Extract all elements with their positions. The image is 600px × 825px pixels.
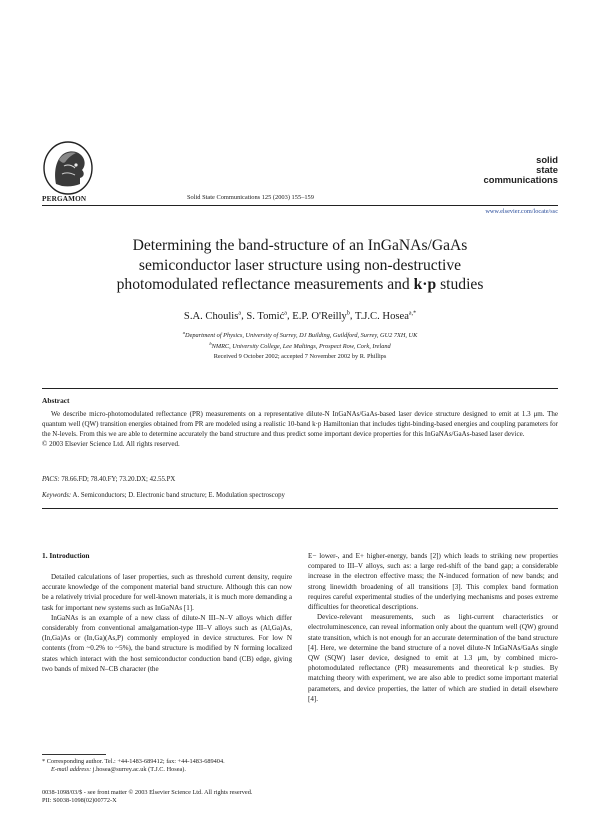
keywords-label: Keywords: xyxy=(42,492,72,499)
title-line: semiconductor laser structure using non-destructive xyxy=(138,256,462,274)
header-rule xyxy=(42,205,558,206)
brand-line: solid xyxy=(536,154,558,165)
title-tail: studies xyxy=(436,276,484,293)
pergamon-head-emblem xyxy=(42,140,94,198)
pacs-codes: 78.66.FD; 78.40.FY; 73.20.DX; 42.55.PX xyxy=(61,476,176,483)
paragraph: E− lower-, and E+ higher-energy, bands [2]) which leads to striking new properties compared to III–V alloys, such as: a large red-shift of the band gap; a considerable increase in the electron effective mass; the N-induced formation of new bands; and strong linewidth broadening of all transitions [3]. This complex band formation requires careful experimental studies of the underlying mechanisms and poses extreme difficulties for theoretical descriptions. xyxy=(308,552,558,612)
author-list: S.A. Choulis$^a$, S. Tomić$^a$, E.P. O'Reilly$^b$, T.J.C. Hosea$^{a,*}$ xyxy=(183,310,417,322)
received-dates: Received 9 October 2002; accepted 7 November 2002 by R. Phillips xyxy=(213,353,387,360)
journal-brand xyxy=(484,155,559,185)
abstract-text: We describe micro-photomodulated reflectance (PR) measurements on a representative dilute-N InGaNAs/GaAs-based laser device structure designed to emit at 1.3 μm. The quantum well (QW) transition energies obtained from PR are modeled using a realistic 10-band k·p Hamiltonian that includes tight-binding-based energies and coupling parameters for the N-levels. From this we are able to determine accurately the band structure and thus predict some important device properties for this InGaNAs/GaAs-based laser device. xyxy=(42,410,558,439)
title-kp: k·p xyxy=(413,276,437,293)
pacs-line xyxy=(42,476,175,483)
section-heading: 1. Introduction xyxy=(42,551,90,560)
author: E.P. O'Reilly$^b$ xyxy=(292,310,350,322)
footnote xyxy=(42,758,292,774)
right-column xyxy=(308,551,558,704)
abstract-bottom-rule xyxy=(42,508,558,509)
keywords-line xyxy=(42,492,285,499)
paragraph: InGaNAs is an example of a new class of dilute-N III–N–V alloys which differ considerably from conventional amalgamation-type III–V alloys such as (Al,Ga)As, (In,Ga)As or (In,Ga)(As,P) commonly employed in device structures. For low N contents (from ~0.2% to ~5%), the band structure is modified by N forming localized states which interact with the host semiconductor conduction band (CB) edge, giving two bands of mixed N–CB character (the xyxy=(42,613,292,673)
page-footer xyxy=(42,789,252,805)
article-title xyxy=(42,236,558,295)
author: T.J.C. Hosea$^{a,*}$ xyxy=(354,310,417,322)
abstract-body xyxy=(42,409,558,449)
keywords: A. Semiconductors; D. Electronic band structure; E. Modulation spectroscopy xyxy=(72,492,285,499)
email-label: E-mail address: xyxy=(51,766,92,773)
brand-line: communications xyxy=(483,174,558,185)
author: S.A. Choulis$^a$ xyxy=(183,310,242,322)
title-line: Determining the band-structure of an InGaNAs/GaAs xyxy=(132,237,468,254)
brand-line: state xyxy=(536,164,558,175)
copyright: © 2003 Elsevier Science Ltd. All rights reserved. xyxy=(42,440,180,449)
affiliations xyxy=(42,329,558,351)
email-address[interactable]: j.hosea@surrey.ac.uk (T.J.C. Hosea). xyxy=(92,766,186,773)
email-line xyxy=(42,766,292,774)
corresponding-author: * Corresponding author. Tel.: +44-1483-689412; fax: +44-1483-689404. xyxy=(42,758,225,765)
issn-line: 0038-1098/03/$ - see front matter © 2003 Elsevier Science Ltd. All rights reserved. xyxy=(42,789,253,796)
title-text: photomodulated reflectance measurements and xyxy=(116,276,414,293)
abstract-heading: Abstract xyxy=(42,396,70,405)
author: S. Tomić$^a$ xyxy=(246,310,287,322)
pacs-label: PACS: xyxy=(42,476,60,483)
abstract-top-rule xyxy=(42,388,558,389)
left-column xyxy=(42,572,292,674)
journal-reference: Solid State Communications 125 (2003) 155–159 xyxy=(187,194,314,201)
affiliation: $^a$Department of Physics, University of Surrey, DJ Building, Guildford, Surrey, GU2 7XH, UK xyxy=(182,330,418,340)
pii-line: PII: S0038-1098(02)00772-X xyxy=(42,797,117,804)
affiliation: $^b$NMRC, University College, Lee Maltings, Prospect Row, Cork, Ireland xyxy=(209,341,391,351)
paragraph: Detailed calculations of laser properties, such as threshold current density, require accurate knowledge of the component material band structure. Although this can now be a relatively trivial procedure for well-known materials, it is much more demanding a task for important new systems such as InGaNAs [1]. xyxy=(42,573,292,612)
pergamon-logo xyxy=(42,140,94,202)
journal-url-link[interactable]: www.elsevier.com/locate/ssc xyxy=(485,208,558,215)
title-line xyxy=(42,275,558,295)
publisher-name: PERGAMON xyxy=(42,195,87,203)
footnote-rule xyxy=(42,754,106,755)
paragraph: Device-relevant measurements, such as light-current characteristics or electroluminescence, can reveal information only about the quantum well (QW) ground state transition, which is not enough for an accurate determination of the band structure [4]. Here, we determine the band structure of a novel dilute-N InGaNAs/GaAs single QW (SQW) laser device, designed to emit at 1.3 μm, by combined micro-photomodulated reflectance (PR) measurements and theoretical k·p studies. By matching theory with experiment, we are also able to predict some important material parameters, and device properties, the latter of which are studied in detail elsewhere [4]. xyxy=(308,613,558,703)
